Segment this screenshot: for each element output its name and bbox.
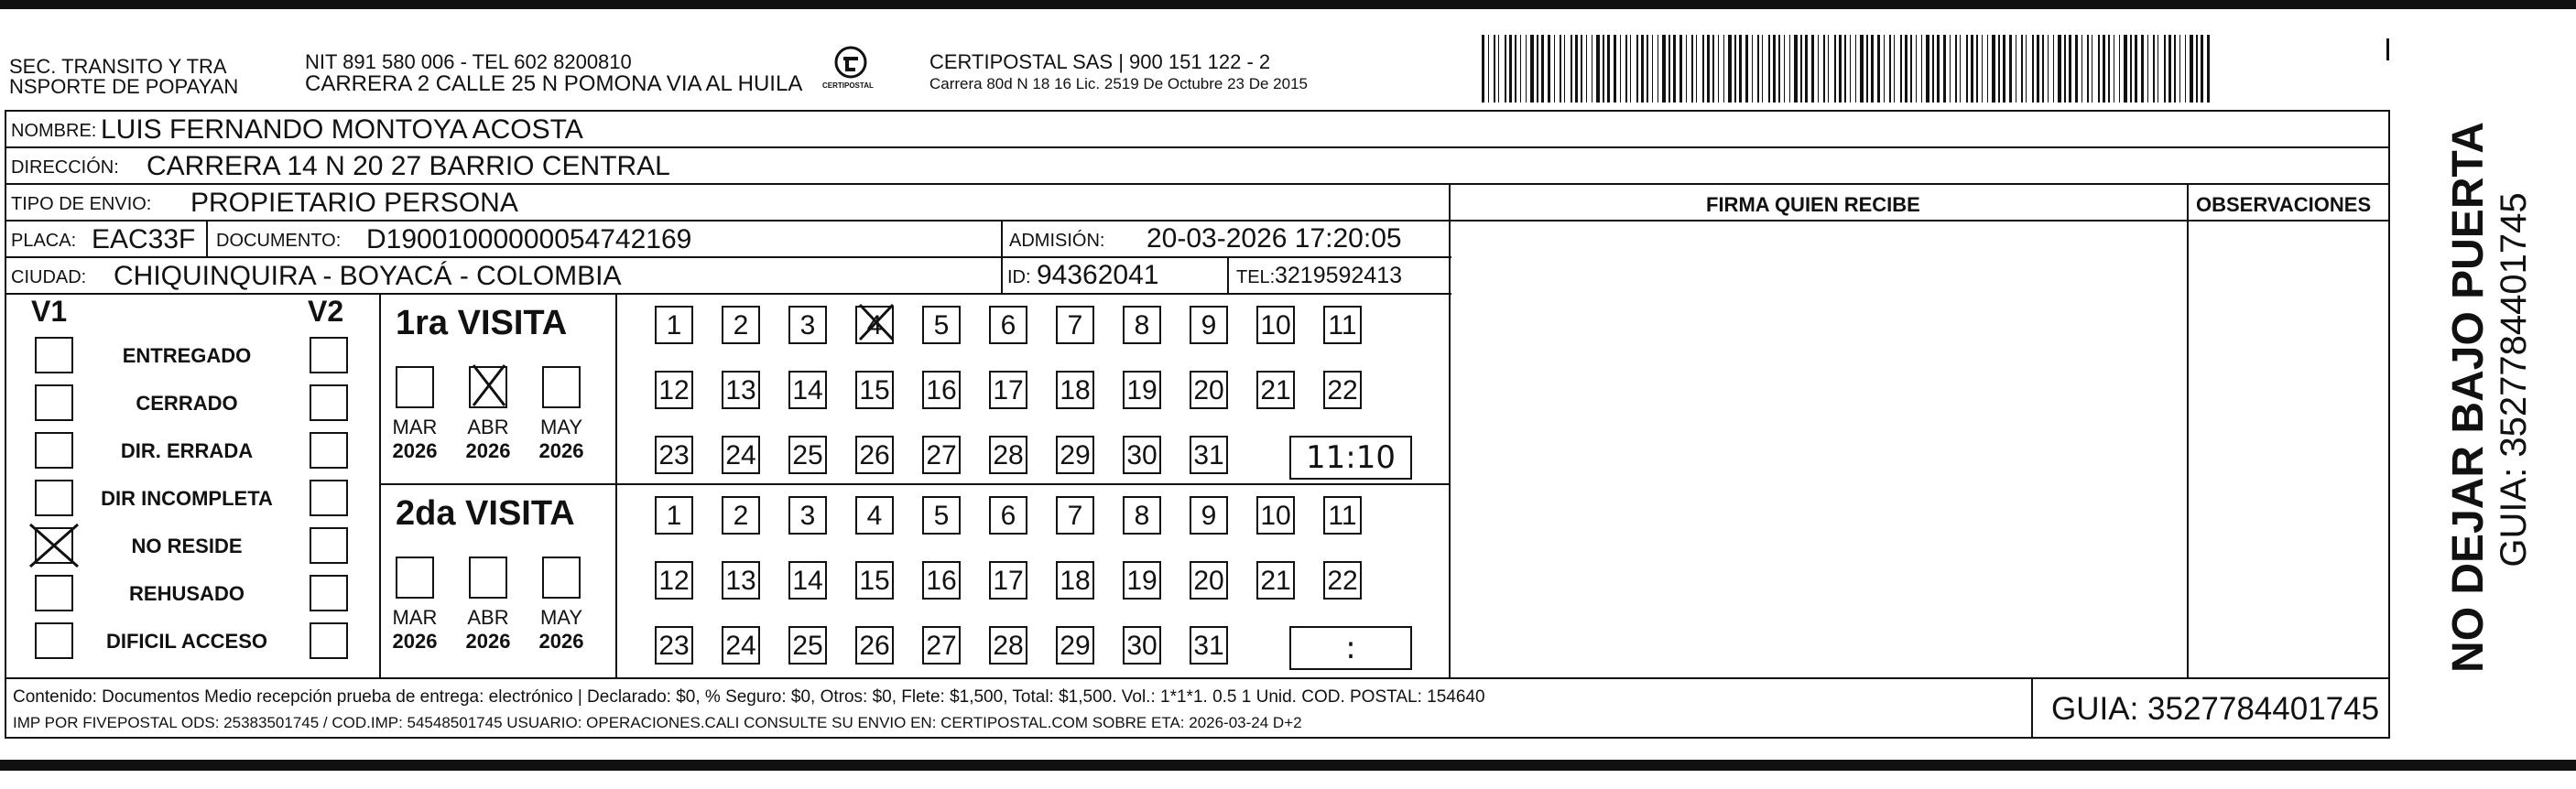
barcode-bar (1839, 35, 1842, 103)
day-box[interactable]: 14 (788, 371, 827, 409)
day-box[interactable]: 6 (989, 306, 1027, 344)
barcode-bar (1860, 35, 1864, 103)
status-label: ENTREGADO (122, 344, 252, 367)
day-box[interactable]: 14 (788, 561, 827, 600)
col-divider (1227, 256, 1229, 295)
barcode-bar (1652, 35, 1653, 103)
month-year: 2026 (538, 630, 584, 653)
day-box[interactable]: 13 (722, 371, 760, 409)
tipo-envio-label: TIPO DE ENVIO: (11, 194, 152, 214)
barcode-bar (2185, 35, 2186, 103)
barcode-bar (1943, 35, 1946, 103)
month-year: 2026 (392, 439, 438, 462)
day-box[interactable]: 12 (655, 371, 693, 409)
month-checkbox[interactable] (396, 557, 434, 599)
barcode-bar (2053, 35, 2054, 103)
barcode-bar (2037, 35, 2039, 103)
barcode-bar (1596, 35, 1600, 103)
day-box[interactable]: 21 (1256, 561, 1295, 600)
status-label: DIFICIL ACCESO (105, 630, 267, 653)
barcode-bar (1998, 35, 2000, 103)
day-box[interactable]: 28 (989, 626, 1027, 665)
firma-label: FIRMA QUIEN RECIBE (1706, 193, 1920, 216)
day-box[interactable]: 16 (922, 561, 961, 600)
day-box[interactable]: 1 (655, 496, 693, 535)
barcode-bar (1509, 35, 1512, 103)
day-box[interactable]: 11 (1323, 306, 1362, 344)
day-box[interactable]: 4 (855, 496, 894, 535)
frame-right (2388, 110, 2390, 739)
scan-top-edge (0, 0, 2576, 9)
barcode-bar (1739, 35, 1742, 103)
barcode-bar (1564, 35, 1565, 103)
day-box[interactable]: 1 (655, 306, 693, 344)
barcode-bar (1932, 35, 1934, 103)
col-divider (2031, 677, 2033, 738)
side-vertical-text (2404, 110, 2532, 741)
day-box[interactable]: 9 (1190, 496, 1228, 535)
day-box[interactable]: 26 (855, 436, 894, 474)
barcode-bar (1794, 35, 1798, 103)
barcode-bar (1950, 35, 1951, 103)
barcode-bar (1828, 35, 1829, 103)
day-box[interactable]: 27 (922, 436, 961, 474)
barcode-bar (1800, 35, 1802, 103)
status-label: CERRADO (136, 392, 238, 415)
placa-label: PLACA: (11, 231, 77, 251)
day-box[interactable]: 23 (655, 436, 693, 474)
day-box[interactable]: 2 (722, 496, 760, 535)
barcode-bar (1530, 35, 1534, 103)
barcode-bar (1960, 35, 1961, 103)
barcode-bar (1762, 35, 1763, 103)
barcode-bar (1992, 35, 1995, 103)
frame-left (5, 110, 6, 739)
month-checkbox[interactable] (469, 557, 507, 599)
col-divider (2187, 183, 2189, 678)
barcode-bar (1971, 35, 1973, 103)
barcode-bar (1691, 35, 1693, 103)
barcode-bar (2153, 35, 2155, 103)
barcode-bar (1614, 35, 1616, 103)
day-box[interactable]: 17 (989, 561, 1027, 600)
barcode-bar (1987, 35, 1988, 103)
barcode-bar (2064, 35, 2066, 103)
barcode-bar (2103, 35, 2105, 103)
barcode-bar (1905, 35, 1908, 103)
barcode-bar (1662, 35, 1666, 103)
barcode-bar (1526, 35, 1527, 103)
barcode-bar (2174, 35, 2176, 103)
barcode-bar (1778, 35, 1780, 103)
barcode-bar (2196, 35, 2198, 103)
day-box[interactable]: 28 (989, 436, 1027, 474)
month-label: ABR (467, 416, 509, 438)
barcode-bar (1823, 35, 1825, 103)
day-box[interactable]: 19 (1123, 371, 1161, 409)
day-box[interactable]: 15 (855, 561, 894, 600)
barcode-bar (2003, 35, 2005, 103)
barcode-bar (1871, 35, 1874, 103)
day-box[interactable]: 31 (1190, 626, 1228, 665)
barcode-bar (1575, 35, 1578, 103)
barcode-bar (1723, 35, 1724, 103)
day-box[interactable]: 13 (722, 561, 760, 600)
barcode-bar (1668, 35, 1670, 103)
barcode-bar (1784, 35, 1785, 103)
day-box[interactable]: 3 (788, 496, 827, 535)
side-guia: GUIA: 3527784401745 (2494, 192, 2534, 567)
barcode-bar (2190, 35, 2193, 103)
barcode-bar (1620, 35, 1621, 103)
day-box[interactable]: 18 (1056, 561, 1094, 600)
day-box[interactable]: 30 (1123, 626, 1161, 665)
barcode-bar (1910, 35, 1912, 103)
month-checkbox[interactable] (542, 366, 581, 408)
barcode-bar (1581, 35, 1582, 103)
barcode-bar (1811, 35, 1814, 103)
day-box[interactable]: 2 (722, 306, 760, 344)
barcode-bar (2119, 35, 2120, 103)
barcode-bar (2032, 35, 2034, 103)
day-box[interactable]: 8 (1123, 496, 1161, 535)
barcode-bar (1773, 35, 1776, 103)
id-label: ID: (1007, 267, 1031, 287)
barcode-bar (1494, 35, 1495, 103)
barcode-bar (2058, 35, 2061, 103)
barcode-bar (1768, 35, 1770, 103)
barcode-bar (1625, 35, 1627, 103)
status-v1-checkbox[interactable] (35, 384, 73, 421)
month-checkbox[interactable] (469, 366, 507, 408)
barcode-bar (1505, 35, 1506, 103)
status-label: REHUSADO (129, 582, 245, 605)
row-divider (5, 256, 1451, 258)
ciudad-value: CHIQUINQUIRA - BOYACÁ - COLOMBIA (114, 261, 622, 291)
certipostal-logo (817, 42, 885, 97)
logo-caption: CERTIPOSTAL (822, 81, 874, 90)
barcode-bar (1696, 35, 1697, 103)
day-box[interactable]: 4 (855, 306, 894, 344)
day-box[interactable]: 9 (1190, 306, 1228, 344)
status-label: DIR. ERRADA (120, 439, 254, 462)
time-box[interactable]: 11:10 (1289, 436, 1412, 480)
issuer-line-2: NSPORTE DE POPAYAN (9, 75, 239, 98)
barcode-bar (1548, 35, 1550, 103)
barcode-bar (1926, 35, 1929, 103)
barcode-bar (1789, 35, 1790, 103)
barcode-bar (1955, 35, 1957, 103)
barcode-bar (1818, 35, 1819, 103)
v1-label: V1 (31, 295, 68, 328)
day-box[interactable]: 11 (1323, 496, 1362, 535)
barcode-bar (1718, 35, 1719, 103)
nombre-label: NOMBRE: (11, 121, 97, 141)
barcode-bar (2009, 35, 2012, 103)
month-year: 2026 (465, 439, 511, 462)
day-box[interactable]: 27 (922, 626, 961, 665)
status-v1-checkbox[interactable] (35, 527, 73, 564)
day-box[interactable]: 25 (788, 626, 827, 665)
visit-divider (379, 483, 1451, 485)
barcode-bar (2179, 35, 2180, 103)
day-box[interactable]: 24 (722, 626, 760, 665)
barcode-bar (1889, 35, 1891, 103)
barcode-bar (2201, 35, 2203, 103)
col-divider (206, 220, 208, 258)
side-warning: NO DEJAR BAJO PUERTA (2444, 122, 2493, 673)
barcode-bar (2130, 35, 2132, 103)
barcode-bar (1866, 35, 1868, 103)
month-label: ABR (467, 606, 509, 629)
barcode-bar (1884, 35, 1885, 103)
barcode-bar (1482, 35, 1484, 103)
status-v2-checkbox[interactable] (310, 337, 348, 373)
nombre-value: LUIS FERNANDO MONTOYA ACOSTA (101, 114, 583, 145)
status-v2-checkbox[interactable] (310, 480, 348, 516)
barcode-bar (1702, 35, 1704, 103)
barcode-bar (2108, 35, 2110, 103)
col-divider (615, 293, 617, 677)
status-v2-checkbox[interactable] (310, 527, 348, 564)
scan-bottom-edge (0, 760, 2576, 771)
barcode-bar (2147, 35, 2148, 103)
row-divider (5, 183, 2390, 185)
day-box[interactable]: 18 (1056, 371, 1094, 409)
frame-top (5, 110, 2390, 112)
day-box[interactable]: 10 (1256, 306, 1295, 344)
day-box[interactable]: 17 (989, 371, 1027, 409)
status-v2-checkbox[interactable] (310, 432, 348, 469)
barcode-bar (1757, 35, 1759, 103)
col-divider (1449, 183, 1451, 678)
day-box[interactable]: 21 (1256, 371, 1295, 409)
barcode-bar (1982, 35, 1983, 103)
visit-title: 1ra VISITA (396, 304, 568, 342)
barcode-bar (1916, 35, 1917, 103)
day-box[interactable]: 24 (722, 436, 760, 474)
barcode-bar (1498, 35, 1499, 103)
status-v2-checkbox[interactable] (310, 622, 348, 659)
day-box[interactable]: 23 (655, 626, 693, 665)
barcode-bar (2141, 35, 2144, 103)
barcode-bar (1554, 35, 1555, 103)
status-v2-checkbox[interactable] (310, 575, 348, 611)
day-box[interactable]: 5 (922, 306, 961, 344)
barcode-bar (1966, 35, 1968, 103)
barcode-bar (1488, 35, 1489, 103)
barcode-bar (2207, 35, 2210, 103)
row-divider (5, 293, 1451, 295)
barcode-bar (1679, 35, 1682, 103)
day-box[interactable]: 22 (1323, 561, 1362, 600)
barcode-bar (2048, 35, 2049, 103)
barcode-bar (1752, 35, 1753, 103)
barcode-bar (2069, 35, 2071, 103)
barcode-bar (1844, 35, 1846, 103)
barcode-bar (2124, 35, 2127, 103)
month-label: MAY (539, 606, 583, 629)
barcode-bar (1728, 35, 1732, 103)
col-divider (1001, 220, 1003, 295)
day-box[interactable]: 7 (1056, 306, 1094, 344)
barcode-bar (1520, 35, 1521, 103)
day-box[interactable]: 20 (1190, 371, 1228, 409)
barcode-bar (2098, 35, 2100, 103)
visit-title: 2da VISITA (396, 494, 575, 533)
address-line: CARRERA 2 CALLE 25 N POMONA VIA AL HUILA (305, 71, 803, 96)
day-box[interactable]: 26 (855, 626, 894, 665)
row-divider (5, 146, 2390, 148)
ciudad-label: CIUDAD: (11, 267, 87, 287)
day-box[interactable]: 30 (1123, 436, 1161, 474)
barcode-bar (1630, 35, 1631, 103)
day-box[interactable]: 12 (655, 561, 693, 600)
barcode-bar (2164, 35, 2166, 103)
day-box[interactable]: 8 (1123, 306, 1161, 344)
barcode-bar (1805, 35, 1808, 103)
barcode-bar (1850, 35, 1851, 103)
status-v1-checkbox[interactable] (35, 337, 73, 373)
barcode-bar (1641, 35, 1644, 103)
barcode-bar (1707, 35, 1710, 103)
barcode-bar (1586, 35, 1587, 103)
day-box[interactable]: 10 (1256, 496, 1295, 535)
direccion-label: DIRECCIÓN: (11, 157, 119, 178)
barcode-bar (1734, 35, 1736, 103)
id-value: 94362041 (1037, 260, 1159, 290)
imp-line: IMP POR FIVEPOSTAL ODS: 25383501745 / COD.IMP: 54548501745 USUARIO: OPERACIONES.CALI CONSULTE SU ENVIO EN: CERTIPOSTAL.COM SOBRE ETA: 2026-03-24 D+2 (13, 714, 1302, 731)
month-checkbox[interactable] (542, 557, 581, 599)
documento-value: D19001000000054742169 (366, 224, 692, 254)
day-box[interactable]: 22 (1323, 371, 1362, 409)
month-label: MAR (392, 416, 438, 438)
month-label: MAY (539, 416, 583, 438)
month-year: 2026 (465, 630, 511, 653)
day-box[interactable]: 20 (1190, 561, 1228, 600)
month-label: MAR (392, 606, 438, 629)
barcode-bar (1537, 35, 1538, 103)
barcode-bar (1855, 35, 1856, 103)
barcode-bar (1647, 35, 1648, 103)
barcode-bar (1673, 35, 1676, 103)
time-box[interactable]: : (1289, 626, 1412, 670)
observaciones-label: OBSERVACIONES (2196, 193, 2372, 216)
barcode-bar (1900, 35, 1902, 103)
barcode-bar (1834, 35, 1836, 103)
barcode-bar (2168, 35, 2171, 103)
status-label: NO RESIDE (131, 535, 243, 557)
corner-tick (2386, 38, 2389, 60)
direccion-value: CARRERA 14 N 20 27 BARRIO CENTRAL (147, 151, 670, 181)
placa-value: EAC33F (92, 224, 196, 254)
barcode (1482, 35, 2212, 103)
barcode-bar (2087, 35, 2089, 103)
barcode-bar (1603, 35, 1604, 103)
day-box[interactable]: 19 (1123, 561, 1161, 600)
status-v1-checkbox[interactable] (35, 480, 73, 516)
day-box[interactable]: 16 (922, 371, 961, 409)
barcode-bar (1745, 35, 1748, 103)
day-box[interactable]: 3 (788, 306, 827, 344)
barcode-bar (1571, 35, 1572, 103)
status-v1-checkbox[interactable] (35, 575, 73, 611)
v2-label: V2 (308, 295, 344, 328)
barcode-bar (2075, 35, 2078, 103)
barcode-bar (2026, 35, 2027, 103)
row-divider (5, 220, 2390, 222)
month-year: 2026 (538, 439, 584, 462)
day-box[interactable]: 29 (1056, 626, 1094, 665)
documento-label: DOCUMENTO: (216, 231, 342, 251)
contenido-line: Contenido: Documentos Medio recepción prueba de entrega: electrónico | Declarado: $0, % Seguro: $0, Otros: $0, Flete: $1,500, Total: $1,500. Vol.: 1*1*1. 0.5 1 Unid. COD. POSTAL: 154640 (13, 687, 1485, 707)
barcode-bar (1937, 35, 1940, 103)
barcode-bar (2021, 35, 2023, 103)
day-box[interactable]: 31 (1190, 436, 1228, 474)
barcode-bar (1921, 35, 1922, 103)
tel-value: 3219592413 (1275, 263, 1403, 288)
barcode-bar (1560, 35, 1561, 103)
issuer-line-1: SEC. TRANSITO Y TRA (9, 55, 227, 78)
day-box[interactable]: 7 (1056, 496, 1094, 535)
month-checkbox[interactable] (396, 366, 434, 408)
status-label: DIR INCOMPLETA (101, 487, 273, 510)
barcode-bar (1636, 35, 1638, 103)
barcode-bar (1515, 35, 1516, 103)
admision-label: ADMISIÓN: (1009, 231, 1105, 251)
day-box[interactable]: 5 (922, 496, 961, 535)
tel-label: TEL: (1236, 267, 1276, 287)
footer-guia: GUIA: 3527784401745 (2051, 691, 2380, 727)
barcode-bar (1607, 35, 1610, 103)
barcode-bar (1686, 35, 1687, 103)
barcode-bar (1541, 35, 1544, 103)
carrier-line: CERTIPOSTAL SAS | 900 151 122 - 2 (929, 50, 1271, 73)
status-v1-checkbox[interactable] (35, 622, 73, 659)
license-line: Carrera 80d N 18 16 Lic. 2519 De Octubre 23 De 2015 (929, 75, 1308, 92)
status-v1-checkbox[interactable] (35, 432, 73, 469)
barcode-bar (2081, 35, 2082, 103)
barcode-bar (1712, 35, 1714, 103)
barcode-bar (2042, 35, 2044, 103)
admision-value: 20-03-2026 17:20:05 (1147, 223, 1402, 254)
barcode-bar (1894, 35, 1895, 103)
nit-line: NIT 891 580 006 - TEL 602 8200810 (305, 50, 632, 73)
barcode-bar (1877, 35, 1880, 103)
day-box[interactable]: 6 (989, 496, 1027, 535)
day-box[interactable]: 25 (788, 436, 827, 474)
col-divider (379, 293, 381, 677)
day-box[interactable]: 15 (855, 371, 894, 409)
barcode-bar (1976, 35, 1978, 103)
tipo-envio-value: PROPIETARIO PERSONA (190, 188, 518, 218)
day-box[interactable]: 29 (1056, 436, 1094, 474)
month-year: 2026 (392, 630, 438, 653)
status-v2-checkbox[interactable] (310, 384, 348, 421)
barcode-bar (2135, 35, 2137, 103)
